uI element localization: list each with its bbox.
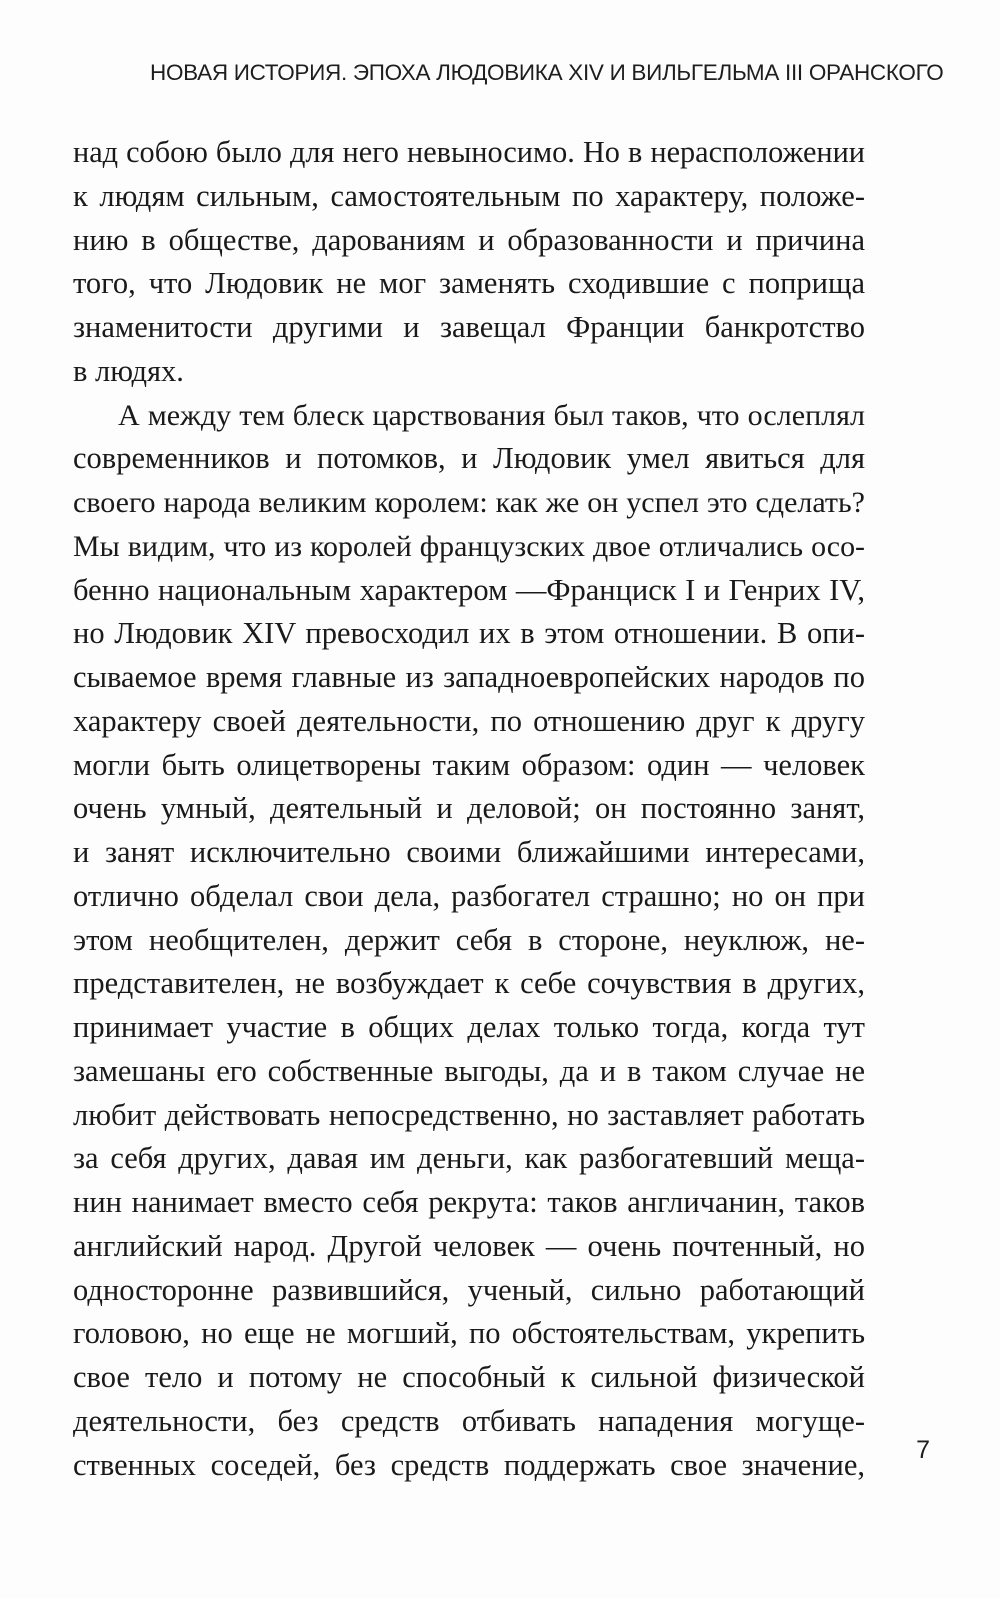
text-line: английский народ. Другой человек — очень почтенный, но [73,1228,865,1263]
text-line: отлично обделал свои дела, разбогател страшно; но он при [73,878,865,913]
text-line: замешаны его собственные выгоды, да и в таком случае не [73,1053,865,1088]
text-line: за себя других, давая им деньги, как разбогатевший меща- [73,1141,865,1176]
text-line: над собою было для него невыносимо. Но в нерасположении [73,135,865,169]
text-line: очень умный, деятельный и деловой; он постоянно занят, [73,791,865,826]
text-line: современников и потомков, и Людовик умел явиться для [73,441,865,476]
text-line: нию в обществе, дарованиям и образованности и причина [73,222,865,257]
text-line: своего народа великим королем: как же он успел это сделать? [73,486,865,519]
text-line: принимает участие в общих делах только тогда, когда тут [73,1010,865,1044]
text-line: могли быть олицетворены таким образом: один — человек [73,747,865,782]
text-line: к людям сильным, самостоятельным по характеру, положе- [73,178,865,213]
text-line: сываемое время главные из западноевропейских народов по [73,660,865,694]
text-line: представителен, не возбуждает к себе сочувствия в других, [73,966,865,1001]
text-line: в людях. [73,353,184,388]
text-line: деятельности, без средств отбивать нападения могуще- [73,1403,865,1438]
text-line: головою, но еще не могший, по обстоятельствам, укрепить [73,1316,865,1351]
text-line: знаменитости другими и завещал Франции банкротство [73,310,865,344]
page-number: 7 [916,1436,930,1464]
running-head: НОВАЯ ИСТОРИЯ. ЭПОХА ЛЮДОВИКА XIV И ВИЛЬГЕЛЬМА III ОРАНСКОГО [150,60,944,85]
text-line: бенно национальным характером —Франциск I и Генрих IV, [73,572,865,607]
text-line: Мы видим, что из королей французских двое отличались осо- [73,529,865,563]
text-line: и занят исключительно своими ближайшими интересами, [73,835,865,869]
text-line: односторонне развившийся, ученый, сильно работающий [73,1272,865,1307]
text-line: характеру своей деятельности, по отношению друг к другу [73,703,865,738]
text-line: свое тело и потому не способный к сильной физической [73,1360,865,1394]
text-line: но Людовик XIV превосходил их в этом отношении. В опи- [73,616,865,651]
text-line: того, что Людовик не мог заменять сходившие с поприща [73,266,865,301]
text-line: ственных соседей, без средств поддержать свое значение, [73,1447,865,1482]
body-text [73,131,865,1487]
text-line: этом необщителен, держит себя в стороне, неуклюж, не- [73,922,865,957]
text-line: любит действовать непосредственно, но заставляет работать [73,1097,865,1132]
text-line: нин нанимает вместо себя рекрута: таков англичанин, таков [73,1185,865,1219]
text-line: А между тем блеск царствования был таков, что ослеплял [118,397,865,432]
